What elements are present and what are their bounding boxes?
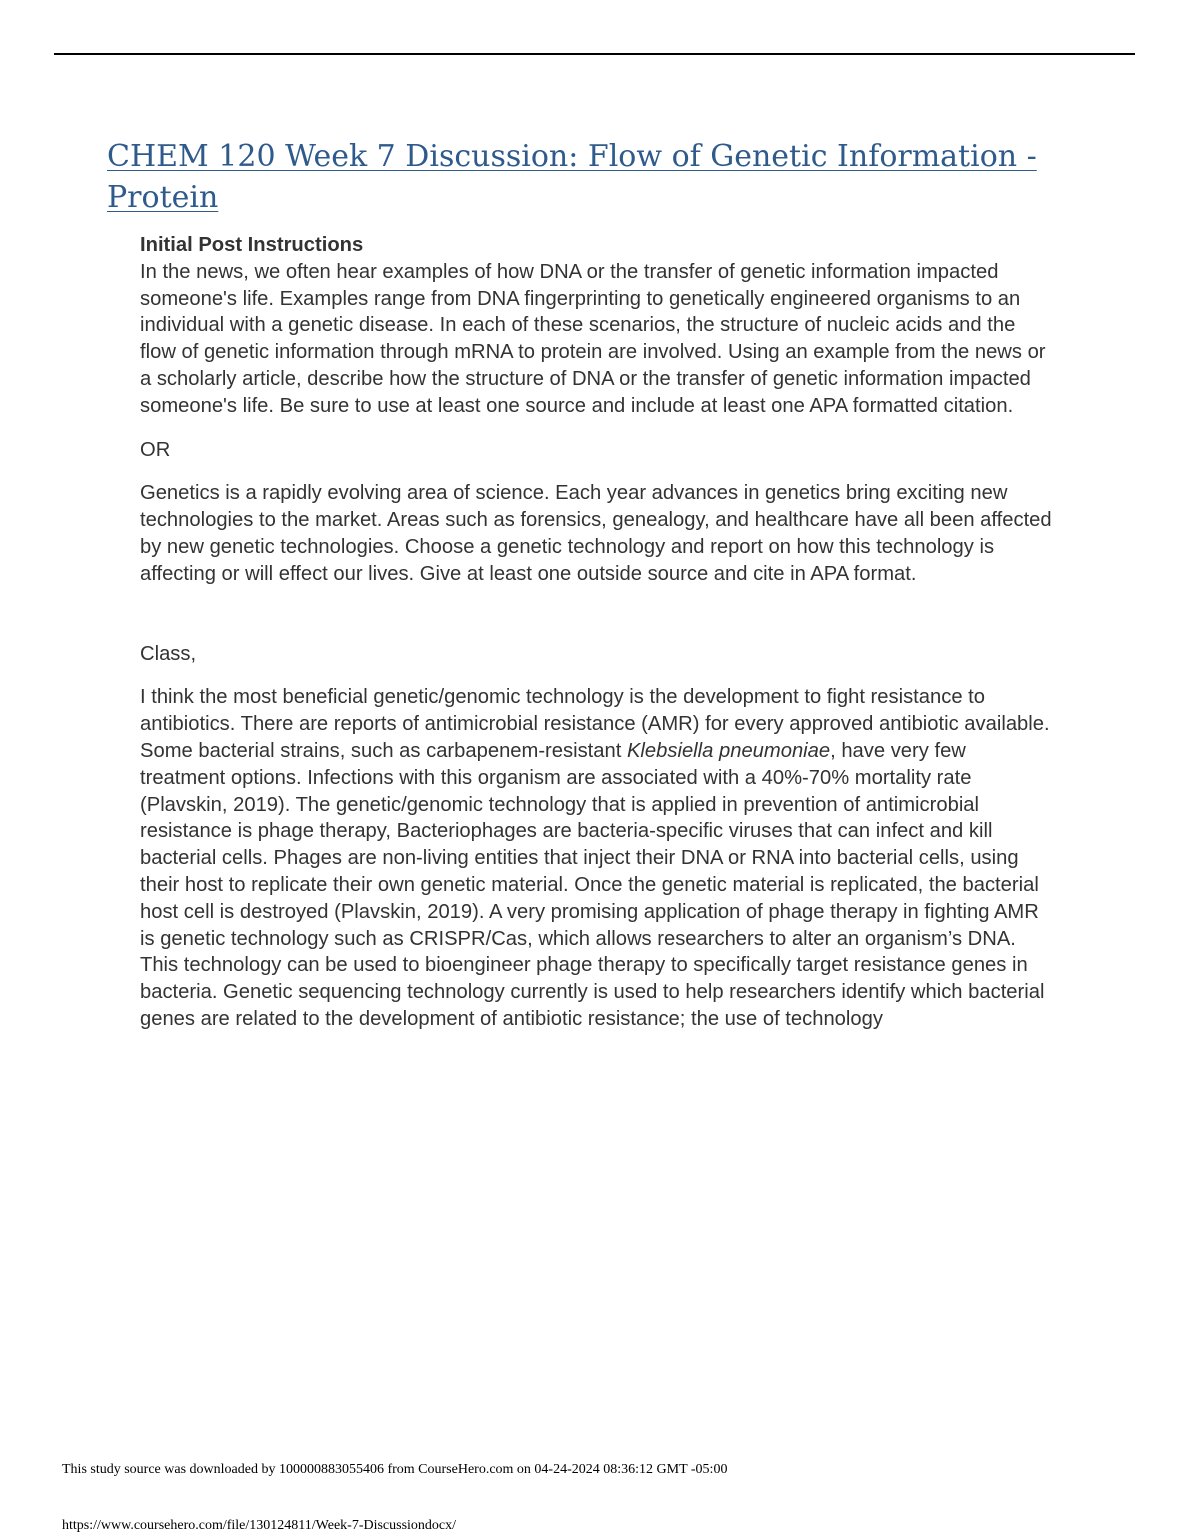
source-url: https://www.coursehero.com/file/130124811/Week-7-Discussiondocx/ bbox=[62, 1518, 457, 1533]
response-text-part-1: I think the most beneficial genetic/genomic technology is the development to fight resistance to antibiotics. There are reports of antimicrobial resistance (AMR) for every approved antibiotic available. Some bacterial strains, such as carbapenem-resistant bbox=[140, 686, 1050, 762]
response-paragraph bbox=[140, 684, 1055, 1032]
download-notice: This study source was downloaded by 100000883055406 from CourseHero.com on 04-24-2024 08:36:12 GMT -05:00 bbox=[62, 1462, 728, 1477]
response-greeting: Class, bbox=[140, 642, 197, 665]
document-body bbox=[140, 232, 1055, 1033]
or-separator: OR bbox=[140, 438, 171, 461]
header-rule bbox=[54, 53, 1135, 55]
instructions-paragraph-2: Genetics is a rapidly evolving area of science. Each year advances in genetics bring exciting new technologies to the market. Areas such as forensics, genealogy, and healthcare have all been affected by new genetic technologies. Choose a genetic technology and report on how this technology is affecting or will effect our lives. Give at least one outside source and cite in APA format. bbox=[140, 482, 1052, 585]
organism-name: Klebsiella pneumoniae bbox=[626, 739, 831, 762]
document-title: CHEM 120 Week 7 Discussion: Flow of Genetic Information - Protein bbox=[107, 139, 1037, 215]
response-text-part-2: , have very few treatment options. Infections with this organism are associated with a 40%-70% mortality rate (Plavskin, 2019). The genetic/genomic technology that is applied in prevention of antimicrobial resistance is phage therapy, Bacteriophages are bacteria-specific viruses that can infect and kill bacterial cells. Phages are non-living entities that inject their DNA or RNA into bacterial cells, using their host to replicate their own genetic material. Once the genetic material is replicated, the bacterial host cell is destroyed (Plavskin, 2019). A very promising application of phage therapy in fighting AMR is genetic technology such as CRISPR/Cas, which allows researchers to alter an organism’s DNA. This technology can be used to bioengineer phage therapy to specifically target resistance genes in bacteria. Genetic sequencing technology currently is used to help researchers identify which bacterial genes are related to the development of antibiotic resistance; the use of technology bbox=[140, 739, 1045, 1030]
instructions-heading: Initial Post Instructions bbox=[140, 234, 364, 256]
instructions-paragraph-1: In the news, we often hear examples of how DNA or the transfer of genetic information impacted someone's life. Examples range from DNA fingerprinting to genetically engineered organisms to an individual with a genetic disease. In each of these scenarios, the structure of nucleic acids and the flow of genetic information through mRNA to protein are involved. Using an example from the news or a scholarly article, describe how the structure of DNA or the transfer of genetic information impacted someone's life. Be sure to use at least one source and include at least one APA formatted citation. bbox=[140, 260, 1046, 417]
